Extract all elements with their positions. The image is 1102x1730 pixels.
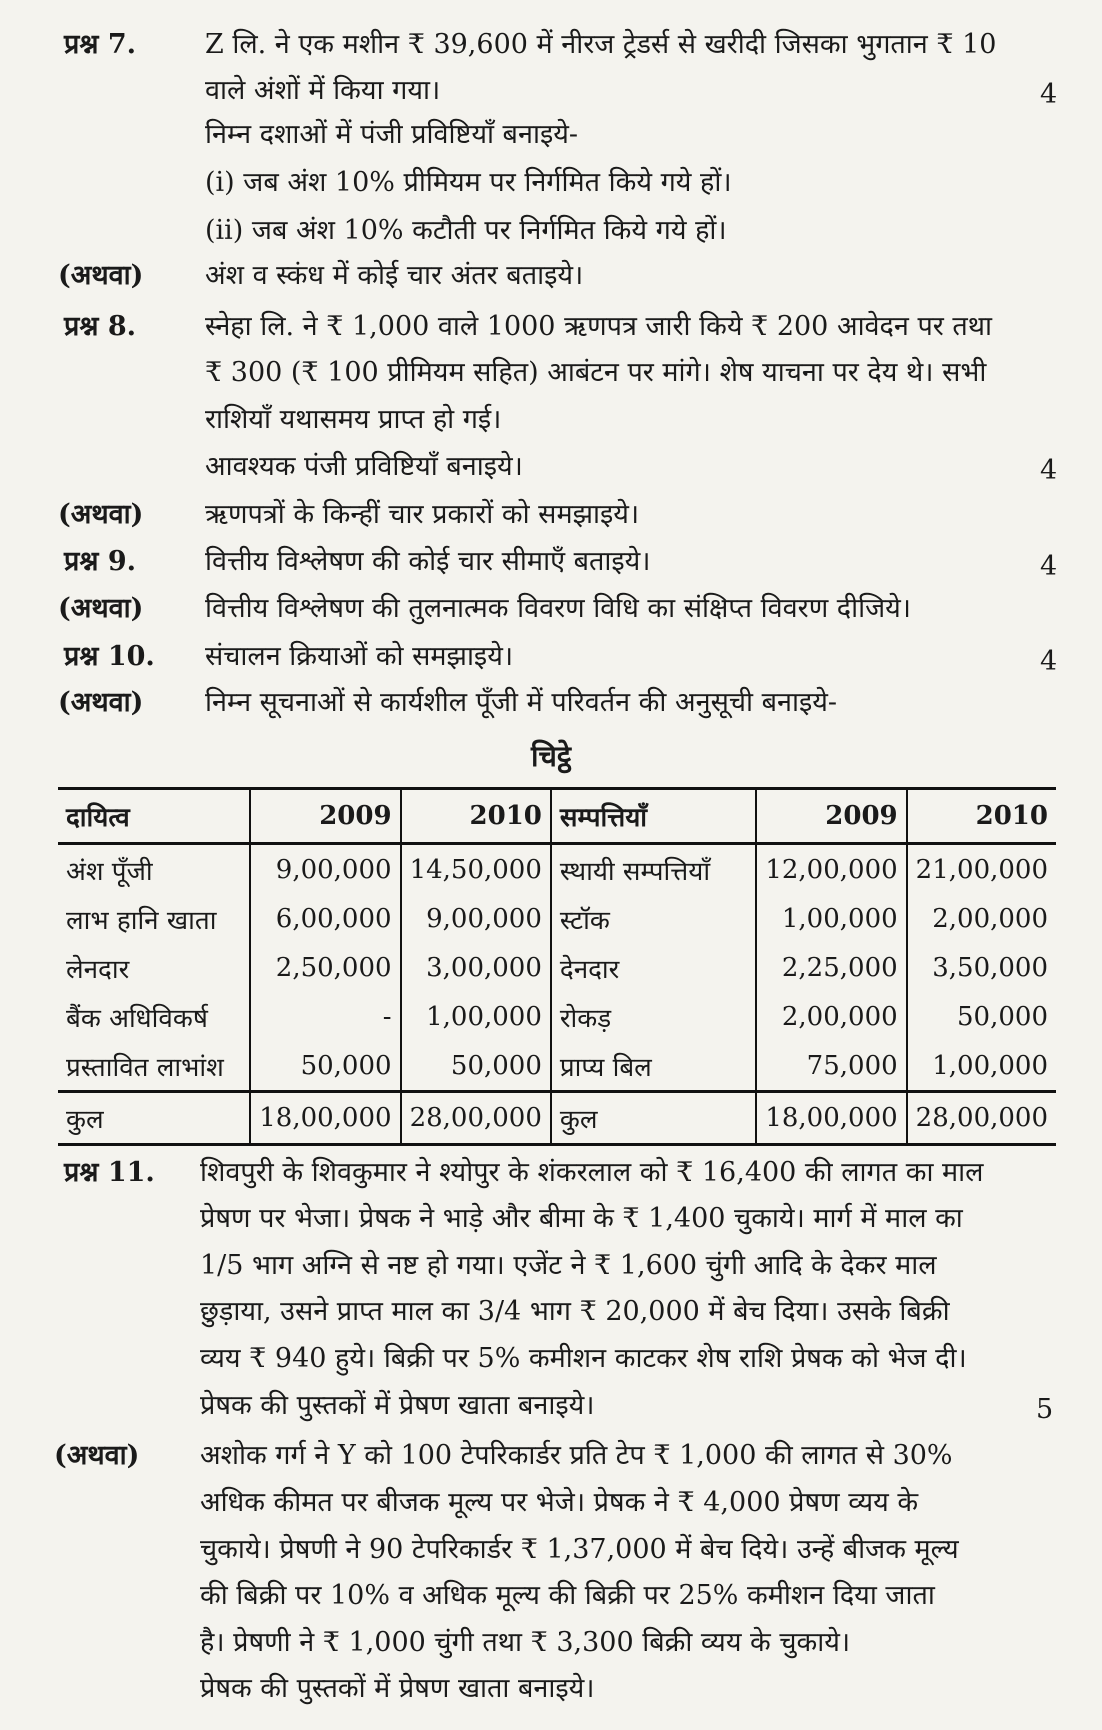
header-liabilities: दायित्व xyxy=(66,803,130,833)
header-2009-assets: 2009 xyxy=(756,789,906,844)
cell-asset-2009: 12,00,000 xyxy=(756,844,906,895)
total-assets-2009: 18,00,000 xyxy=(756,1092,906,1145)
cell-liab-2010: 14,50,000 xyxy=(401,844,551,895)
q9-marks: 4 xyxy=(1040,551,1058,582)
q10-or-label: (अथवा) xyxy=(58,687,144,718)
q8-marks: 4 xyxy=(1040,455,1058,486)
cell-liability-name: प्रस्तावित लाभांश xyxy=(66,1052,224,1083)
cell-liab-2009: 2,50,000 xyxy=(250,943,400,992)
q9-or-label: (अथवा) xyxy=(58,593,144,624)
q11-or-line1: अशोक गर्ग ने Y को 100 टेपरिकार्डर प्रति टेप ₹ 1,000 की लागत से 30% xyxy=(200,1440,953,1471)
table-header-row xyxy=(58,789,1056,844)
q11-or-line3: चुकाये। प्रेषणी ने 90 टेपरिकार्डर ₹ 1,37,000 में बेच दिये। उन्हें बीजक मूल्य xyxy=(200,1534,959,1565)
q7-option-1: (i) जब अंश 10% प्रीमियम पर निर्गमित किये गये हों। xyxy=(205,167,732,198)
q7-marks: 4 xyxy=(1040,79,1058,110)
header-2010-assets: 2010 xyxy=(907,789,1056,844)
q8-line1: स्नेहा लि. ने ₹ 1,000 वाले 1000 ऋणपत्र जारी किये ₹ 200 आवेदन पर तथा xyxy=(205,311,993,342)
cell-asset-name: रोकड़ xyxy=(551,992,756,1041)
q9-or-text: वित्तीय विश्लेषण की तुलनात्मक विवरण विधि का संक्षिप्त विवरण दीजिये। xyxy=(205,593,912,624)
cell-asset-name: देनदार xyxy=(551,943,756,992)
q7-label: प्रश्न 7. xyxy=(64,29,137,60)
q11-line3: 1/5 भाग अग्नि से नष्ट हो गया। एजेंट ने ₹ 1,600 चुंगी आदि के देकर माल xyxy=(200,1250,937,1281)
cell-asset-name: स्टॉक xyxy=(551,894,756,943)
cell-liab-2009: 6,00,000 xyxy=(250,894,400,943)
q8-line2: ₹ 300 (₹ 100 प्रीमियम सहित) आबंटन पर मांगे। शेष याचना पर देय थे। सभी xyxy=(205,357,987,388)
cell-asset-2010: 3,50,000 xyxy=(907,943,1056,992)
q8-line4: आवश्यक पंजी प्रविष्टियाँ बनाइये। xyxy=(205,451,523,482)
q11-or-label: (अथवा) xyxy=(54,1440,140,1471)
q11-label: प्रश्न 11. xyxy=(64,1157,155,1188)
q11-or-line2: अधिक कीमत पर बीजक मूल्य पर भेजे। प्रेषक ने ₹ 4,000 प्रेषण व्यय के xyxy=(200,1487,919,1518)
q8-or-label: (अथवा) xyxy=(58,499,144,530)
q7-line1: Z लि. ने एक मशीन ₹ 39,600 में नीरज ट्रेडर्स से खरीदी जिसका भुगतान ₹ 10 xyxy=(205,29,997,60)
q8-label: प्रश्न 8. xyxy=(64,311,137,342)
cell-liab-2009: 9,00,000 xyxy=(250,844,400,895)
q10-label: प्रश्न 10. xyxy=(64,641,155,672)
cell-asset-2009: 2,25,000 xyxy=(756,943,906,992)
cell-liab-2010: 1,00,000 xyxy=(401,992,551,1041)
header-2010-liab: 2010 xyxy=(401,789,551,844)
cell-asset-name: स्थायी सम्पत्तियाँ xyxy=(551,844,756,895)
q9-text: वित्तीय विश्लेषण की कोई चार सीमाएँ बताइये। xyxy=(205,546,651,577)
table-title: चिट्ठे xyxy=(530,739,572,773)
total-liab-2009: 18,00,000 xyxy=(250,1092,400,1145)
q10-marks: 4 xyxy=(1040,646,1058,677)
q11-line5: व्यय ₹ 940 हुये। बिक्री पर 5% कमीशन काटकर शेष राशि प्रेषक को भेज दी। xyxy=(200,1343,967,1374)
q11-line4: छुड़ाया, उसने प्राप्त माल का 3/4 भाग ₹ 20,000 में बेच दिया। उसके बिक्री xyxy=(200,1296,950,1327)
total-liab-2010: 28,00,000 xyxy=(401,1092,551,1145)
table-row xyxy=(58,992,1056,1041)
q11-or-line4: की बिक्री पर 10% व अधिक मूल्य की बिक्री पर 25% कमीशन दिया जाता xyxy=(200,1580,935,1611)
total-assets-2010: 28,00,000 xyxy=(907,1092,1056,1145)
table-row xyxy=(58,844,1056,895)
table-row xyxy=(58,894,1056,943)
q11-or-line6: प्रेषक की पुस्तकों में प्रेषण खाता बनाइये। xyxy=(200,1673,595,1704)
cell-asset-2010: 21,00,000 xyxy=(907,844,1056,895)
header-assets: सम्पत्तियाँ xyxy=(551,789,756,844)
cell-asset-2010: 50,000 xyxy=(907,992,1056,1041)
total-label-liab: कुल xyxy=(66,1105,104,1135)
cell-asset-name: प्राप्य बिल xyxy=(551,1041,756,1092)
cell-liab-2010: 50,000 xyxy=(401,1041,551,1092)
cell-liab-2010: 3,00,000 xyxy=(401,943,551,992)
cell-liability-name: लाभ हानि खाता xyxy=(66,905,217,936)
cell-liability-name: अंश पूँजी xyxy=(66,856,153,887)
q7-or-text: अंश व स्कंध में कोई चार अंतर बताइये। xyxy=(205,260,584,291)
q7-option-2: (ii) जब अंश 10% कटौती पर निर्गमित किये गये हों। xyxy=(205,215,727,246)
q8-line3: राशियाँ यथासमय प्राप्त हो गई। xyxy=(205,404,502,435)
q7-line2: वाले अंशों में किया गया। xyxy=(205,75,441,106)
table-total-row xyxy=(58,1092,1056,1145)
cell-asset-2009: 1,00,000 xyxy=(756,894,906,943)
cell-liab-2009: 50,000 xyxy=(250,1041,400,1092)
cell-asset-2010: 1,00,000 xyxy=(907,1041,1056,1092)
q10-text: संचालन क्रियाओं को समझाइये। xyxy=(205,641,514,672)
q9-label: प्रश्न 9. xyxy=(64,546,137,577)
cell-asset-2009: 2,00,000 xyxy=(756,992,906,1041)
table-row xyxy=(58,943,1056,992)
q10-or-text: निम्न सूचनाओं से कार्यशील पूँजी में परिवर्तन की अनुसूची बनाइये- xyxy=(205,687,838,718)
q11-line6: प्रेषक की पुस्तकों में प्रेषण खाता बनाइये। xyxy=(200,1390,595,1421)
q8-or-text: ऋणपत्रों के किन्हीं चार प्रकारों को समझाइये। xyxy=(205,499,640,530)
q11-marks: 5 xyxy=(1036,1394,1054,1425)
balance-sheet-table xyxy=(58,787,1056,1146)
cell-asset-2009: 75,000 xyxy=(756,1041,906,1092)
q11-or-line5: है। प्रेषणी ने ₹ 1,000 चुंगी तथा ₹ 3,300 बिक्री व्यय के चुकाये। xyxy=(200,1627,851,1658)
cell-liab-2010: 9,00,000 xyxy=(401,894,551,943)
cell-liability-name: बैंक अधिविकर्ष xyxy=(66,1003,208,1034)
cell-liability-name: लेनदार xyxy=(66,954,130,985)
q7-or-label: (अथवा) xyxy=(58,260,144,291)
q7-line3: निम्न दशाओं में पंजी प्रविष्टियाँ बनाइये- xyxy=(205,119,578,150)
table-row xyxy=(58,1041,1056,1092)
header-2009-liab: 2009 xyxy=(250,789,400,844)
cell-liab-2009: - xyxy=(250,992,400,1041)
q11-line1: शिवपुरी के शिवकुमार ने श्योपुर के शंकरलाल को ₹ 16,400 की लागत का माल xyxy=(200,1157,984,1188)
total-label-assets: कुल xyxy=(551,1092,756,1145)
q11-line2: प्रेषण पर भेजा। प्रेषक ने भाड़े और बीमा के ₹ 1,400 चुकाये। मार्ग में माल का xyxy=(200,1203,963,1234)
cell-asset-2010: 2,00,000 xyxy=(907,894,1056,943)
